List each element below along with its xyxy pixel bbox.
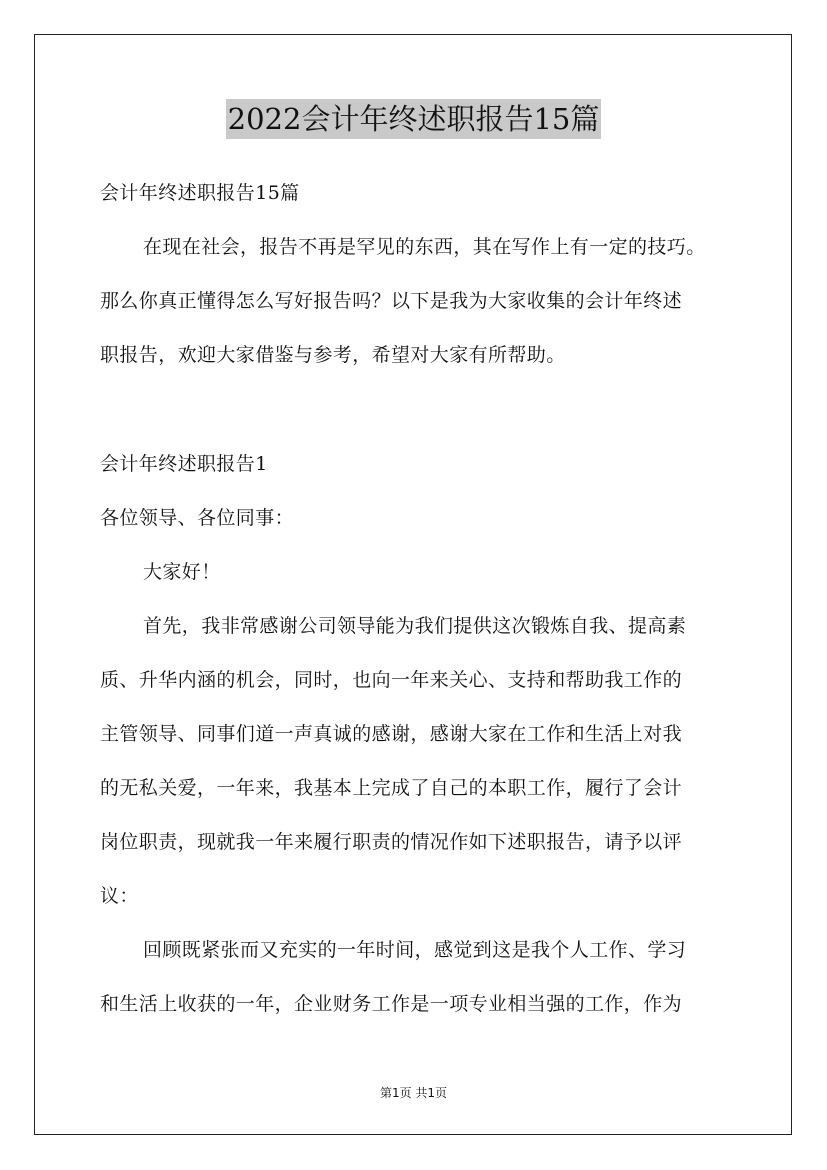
document-subtitle: 会计年终述职报告15篇 xyxy=(100,182,300,204)
para1-line-4: 的无私关爱，一年来，我基本上完成了自己的本职工作，履行了会计 xyxy=(100,777,683,799)
intro-line-2: 那么你真正懂得怎么写好报告吗？以下是我为大家收集的会计年终述 xyxy=(100,290,683,312)
para1-line-3: 主管领导、同事们道一声真诚的感谢，感谢大家在工作和生活上对我 xyxy=(100,723,683,745)
page-footer: 第1页 共1页 xyxy=(379,1086,448,1100)
greeting: 大家好！ xyxy=(143,561,221,583)
para1-line-5: 岗位职责，现就我一年来履行职责的情况作如下述职报告，请予以评 xyxy=(100,831,683,853)
para1-line-2: 质、升华内涵的机会，同时，也向一年来关心、支持和帮助我工作的 xyxy=(100,669,683,691)
para2-line-1: 回顾既紧张而又充实的一年时间，感觉到这是我个人工作、学习 xyxy=(143,939,687,961)
intro-line-3: 职报告，欢迎大家借鉴与参考，希望对大家有所帮助。 xyxy=(100,344,566,366)
para2-line-2: 和生活上收获的一年，企业财务工作是一项专业相当强的工作，作为 xyxy=(100,993,683,1015)
title-container xyxy=(0,99,827,139)
intro-line-1: 在现在社会，报告不再是罕见的东西，其在写作上有一定的技巧。 xyxy=(143,236,706,258)
section-heading: 会计年终述职报告1 xyxy=(100,453,268,475)
salutation: 各位领导、各位同事： xyxy=(100,507,295,529)
document-title: 2022会计年终述职报告15篇 xyxy=(226,99,602,139)
para1-line-6: 议： xyxy=(100,885,139,907)
para1-line-1: 首先，我非常感谢公司领导能为我们提供这次锻炼自我、提高素 xyxy=(143,615,687,637)
